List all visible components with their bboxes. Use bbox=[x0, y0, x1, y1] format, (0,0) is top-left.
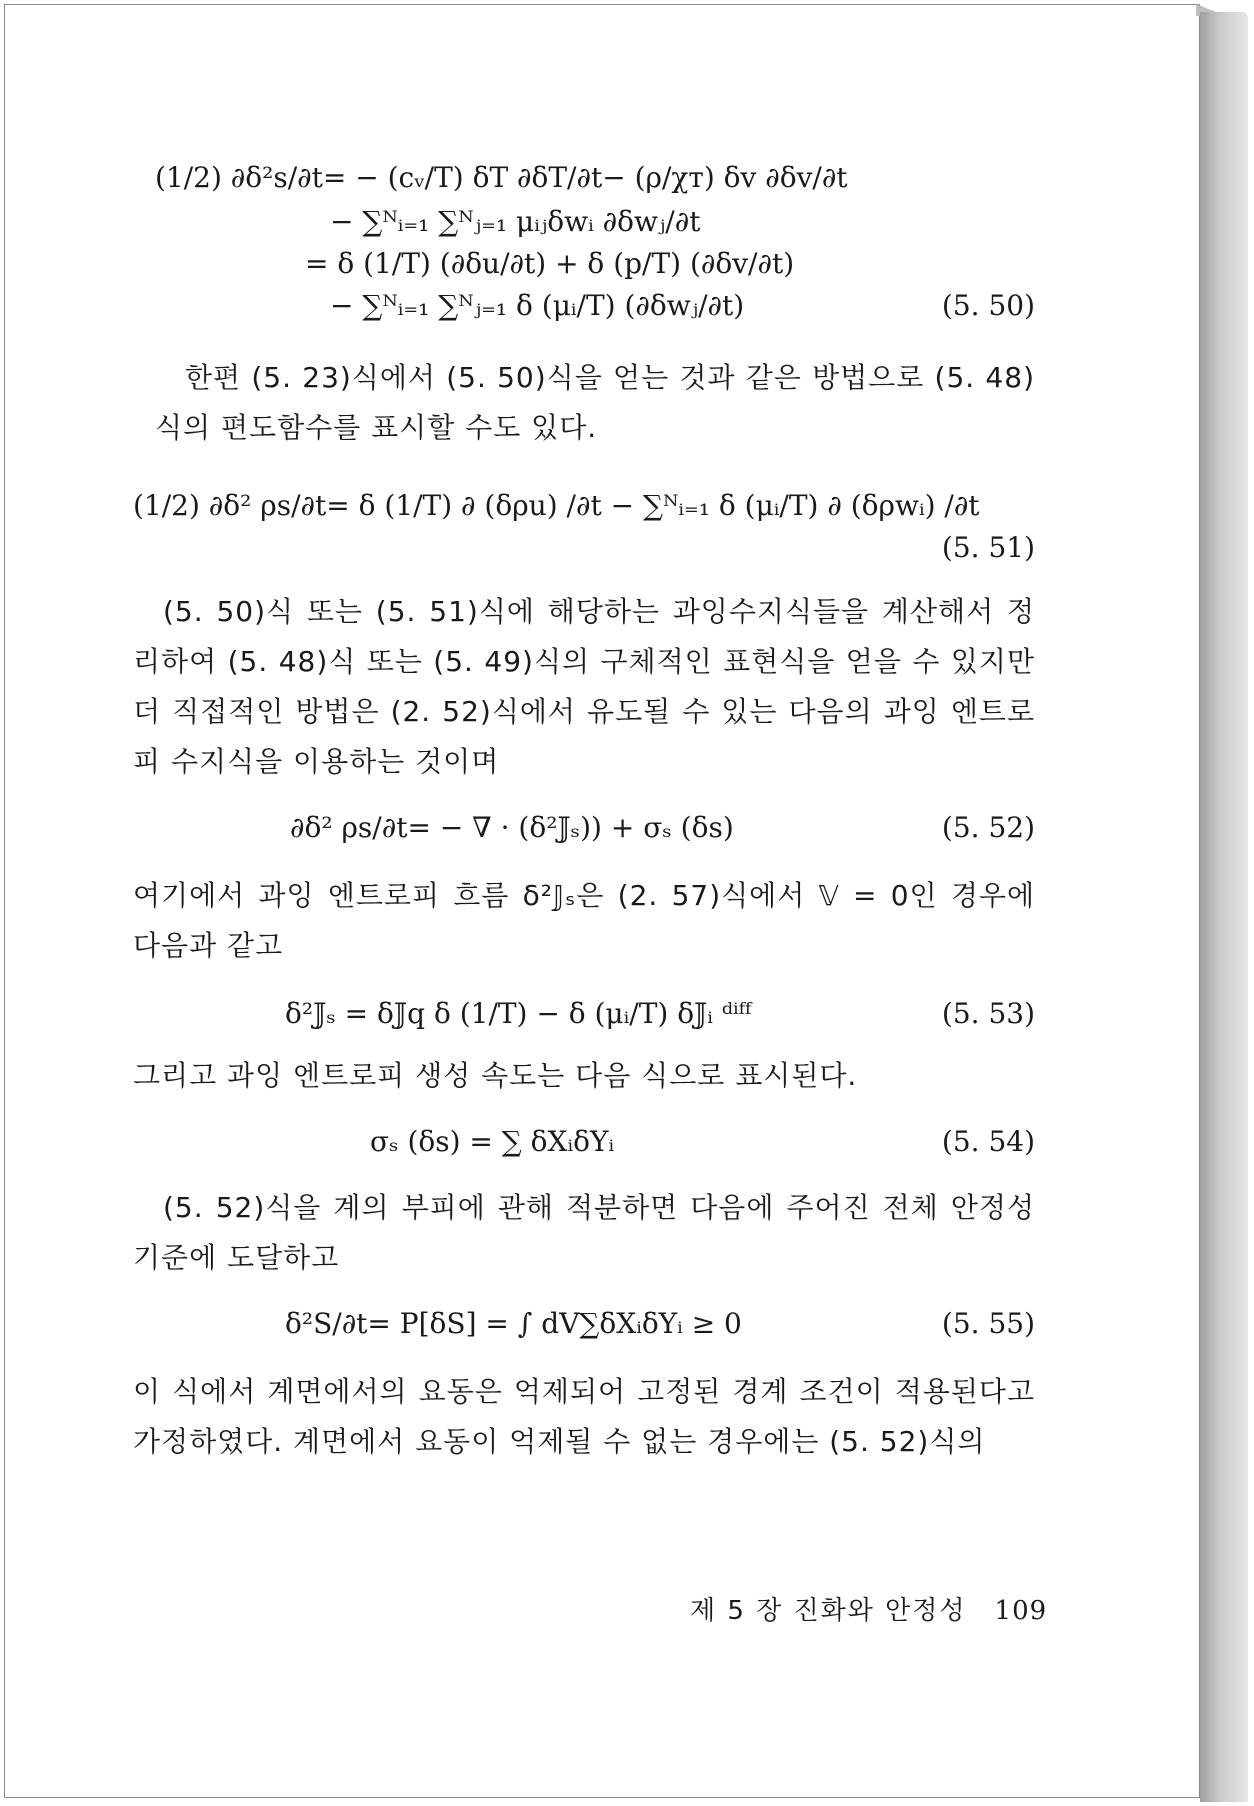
paragraph: 그리고 과잉 엔트로피 생성 속도는 다음 식으로 표시된다. bbox=[133, 1059, 858, 1092]
page-stack-edge bbox=[1200, 12, 1248, 1802]
equation-5-55 bbox=[155, 1301, 1035, 1351]
equation-line bbox=[155, 241, 1035, 283]
paragraph: (5. 50)식 또는 (5. 51)식에 해당하는 과잉수지식들을 계산해서 정리하여 (5. 48)식 또는 (5. 49)식의 구체적인 표현식을 얻을 수 있지만 더 직접적인 방법은 (2. 52)식에서 유도될 수 있는 다음의 과잉 엔트로피 수지식을 이용하는 것이며 bbox=[133, 595, 1035, 778]
equation-text: ∂δ² ρs/∂t= − ∇ · (δ²𝕁ₛ)) + σₛ (δs) bbox=[290, 811, 734, 844]
chapter-title: 제 5 장 진화와 안정성 bbox=[690, 1596, 967, 1626]
equation-number: (5. 55) bbox=[941, 1307, 1035, 1340]
page-number: 109 bbox=[994, 1596, 1048, 1626]
running-footer bbox=[690, 1590, 1047, 1627]
equation-5-52 bbox=[155, 805, 1035, 855]
equation-text: (1/2) ∂δ² ρs/∂t= δ (1/T) ∂ (δρu) /∂t − ∑ᴺᵢ₌₁ δ (μᵢ/T) ∂ (δρwᵢ) /∂t bbox=[133, 489, 980, 522]
equation-text: − ∑ᴺᵢ₌₁ ∑ᴺⱼ₌₁ δ (μᵢ/T) (∂δwⱼ/∂t) bbox=[330, 289, 745, 322]
equation-number: (5. 51) bbox=[941, 531, 1035, 564]
equation-number: (5. 54) bbox=[941, 1125, 1035, 1158]
equation-line bbox=[133, 483, 1035, 525]
equation-text: = δ (1/T) (∂δu/∂t) + δ (p/T) (∂δv/∂t) bbox=[305, 247, 795, 280]
equation-5-54 bbox=[155, 1119, 1035, 1169]
paragraph: 한편 (5. 23)식에서 (5. 50)식을 얻는 것과 같은 방법으로 (5. 48)식의 편도함수를 표시할 수도 있다. bbox=[155, 361, 1035, 444]
equation-line bbox=[155, 283, 1035, 327]
equation-number: (5. 50) bbox=[941, 289, 1035, 322]
page-content bbox=[133, 155, 1035, 1467]
paragraph: 여기에서 과잉 엔트로피 흐름 δ²𝕁ₛ은 (2. 57)식에서 𝕍 = 0인 경우에 다음과 같고 bbox=[133, 879, 1035, 962]
equation-text: (1/2) ∂δ²s/∂t= − (cᵥ/T) δT ∂δT/∂t− (ρ/χᴛ) δv ∂δv/∂t bbox=[155, 161, 848, 194]
equation-number: (5. 53) bbox=[941, 997, 1035, 1030]
equation-line bbox=[133, 525, 1035, 567]
equation-5-53 bbox=[155, 991, 1035, 1041]
equation-line bbox=[155, 155, 1035, 199]
equation-text: σₛ (δs) = ∑ δXᵢδYᵢ bbox=[370, 1125, 615, 1158]
equation-text: − ∑ᴺᵢ₌₁ ∑ᴺⱼ₌₁ μᵢⱼδwᵢ ∂δwⱼ/∂t bbox=[330, 205, 701, 238]
equation-5-50 bbox=[155, 155, 1035, 327]
equation-5-51 bbox=[133, 483, 1035, 567]
paragraph: (5. 52)식을 계의 부피에 관해 적분하면 다음에 주어진 전체 안정성 기준에 도달하고 bbox=[133, 1191, 1035, 1274]
paragraph: 이 식에서 계면에서의 요동은 억제되어 고정된 경계 조건이 적용된다고 가정하였다. 계면에서 요동이 억제될 수 없는 경우에는 (5. 52)식의 bbox=[133, 1375, 1035, 1458]
equation-line bbox=[155, 199, 1035, 241]
equation-text: δ²𝕁ₛ = δ𝕁q δ (1/T) − δ (μᵢ/T) δ𝕁ᵢ ᵈⁱᶠᶠ bbox=[285, 997, 752, 1030]
equation-number: (5. 52) bbox=[941, 811, 1035, 844]
equation-text: δ²S/∂t= P[δS] = ∫ dV∑δXᵢδYᵢ ≥ 0 bbox=[285, 1307, 742, 1340]
